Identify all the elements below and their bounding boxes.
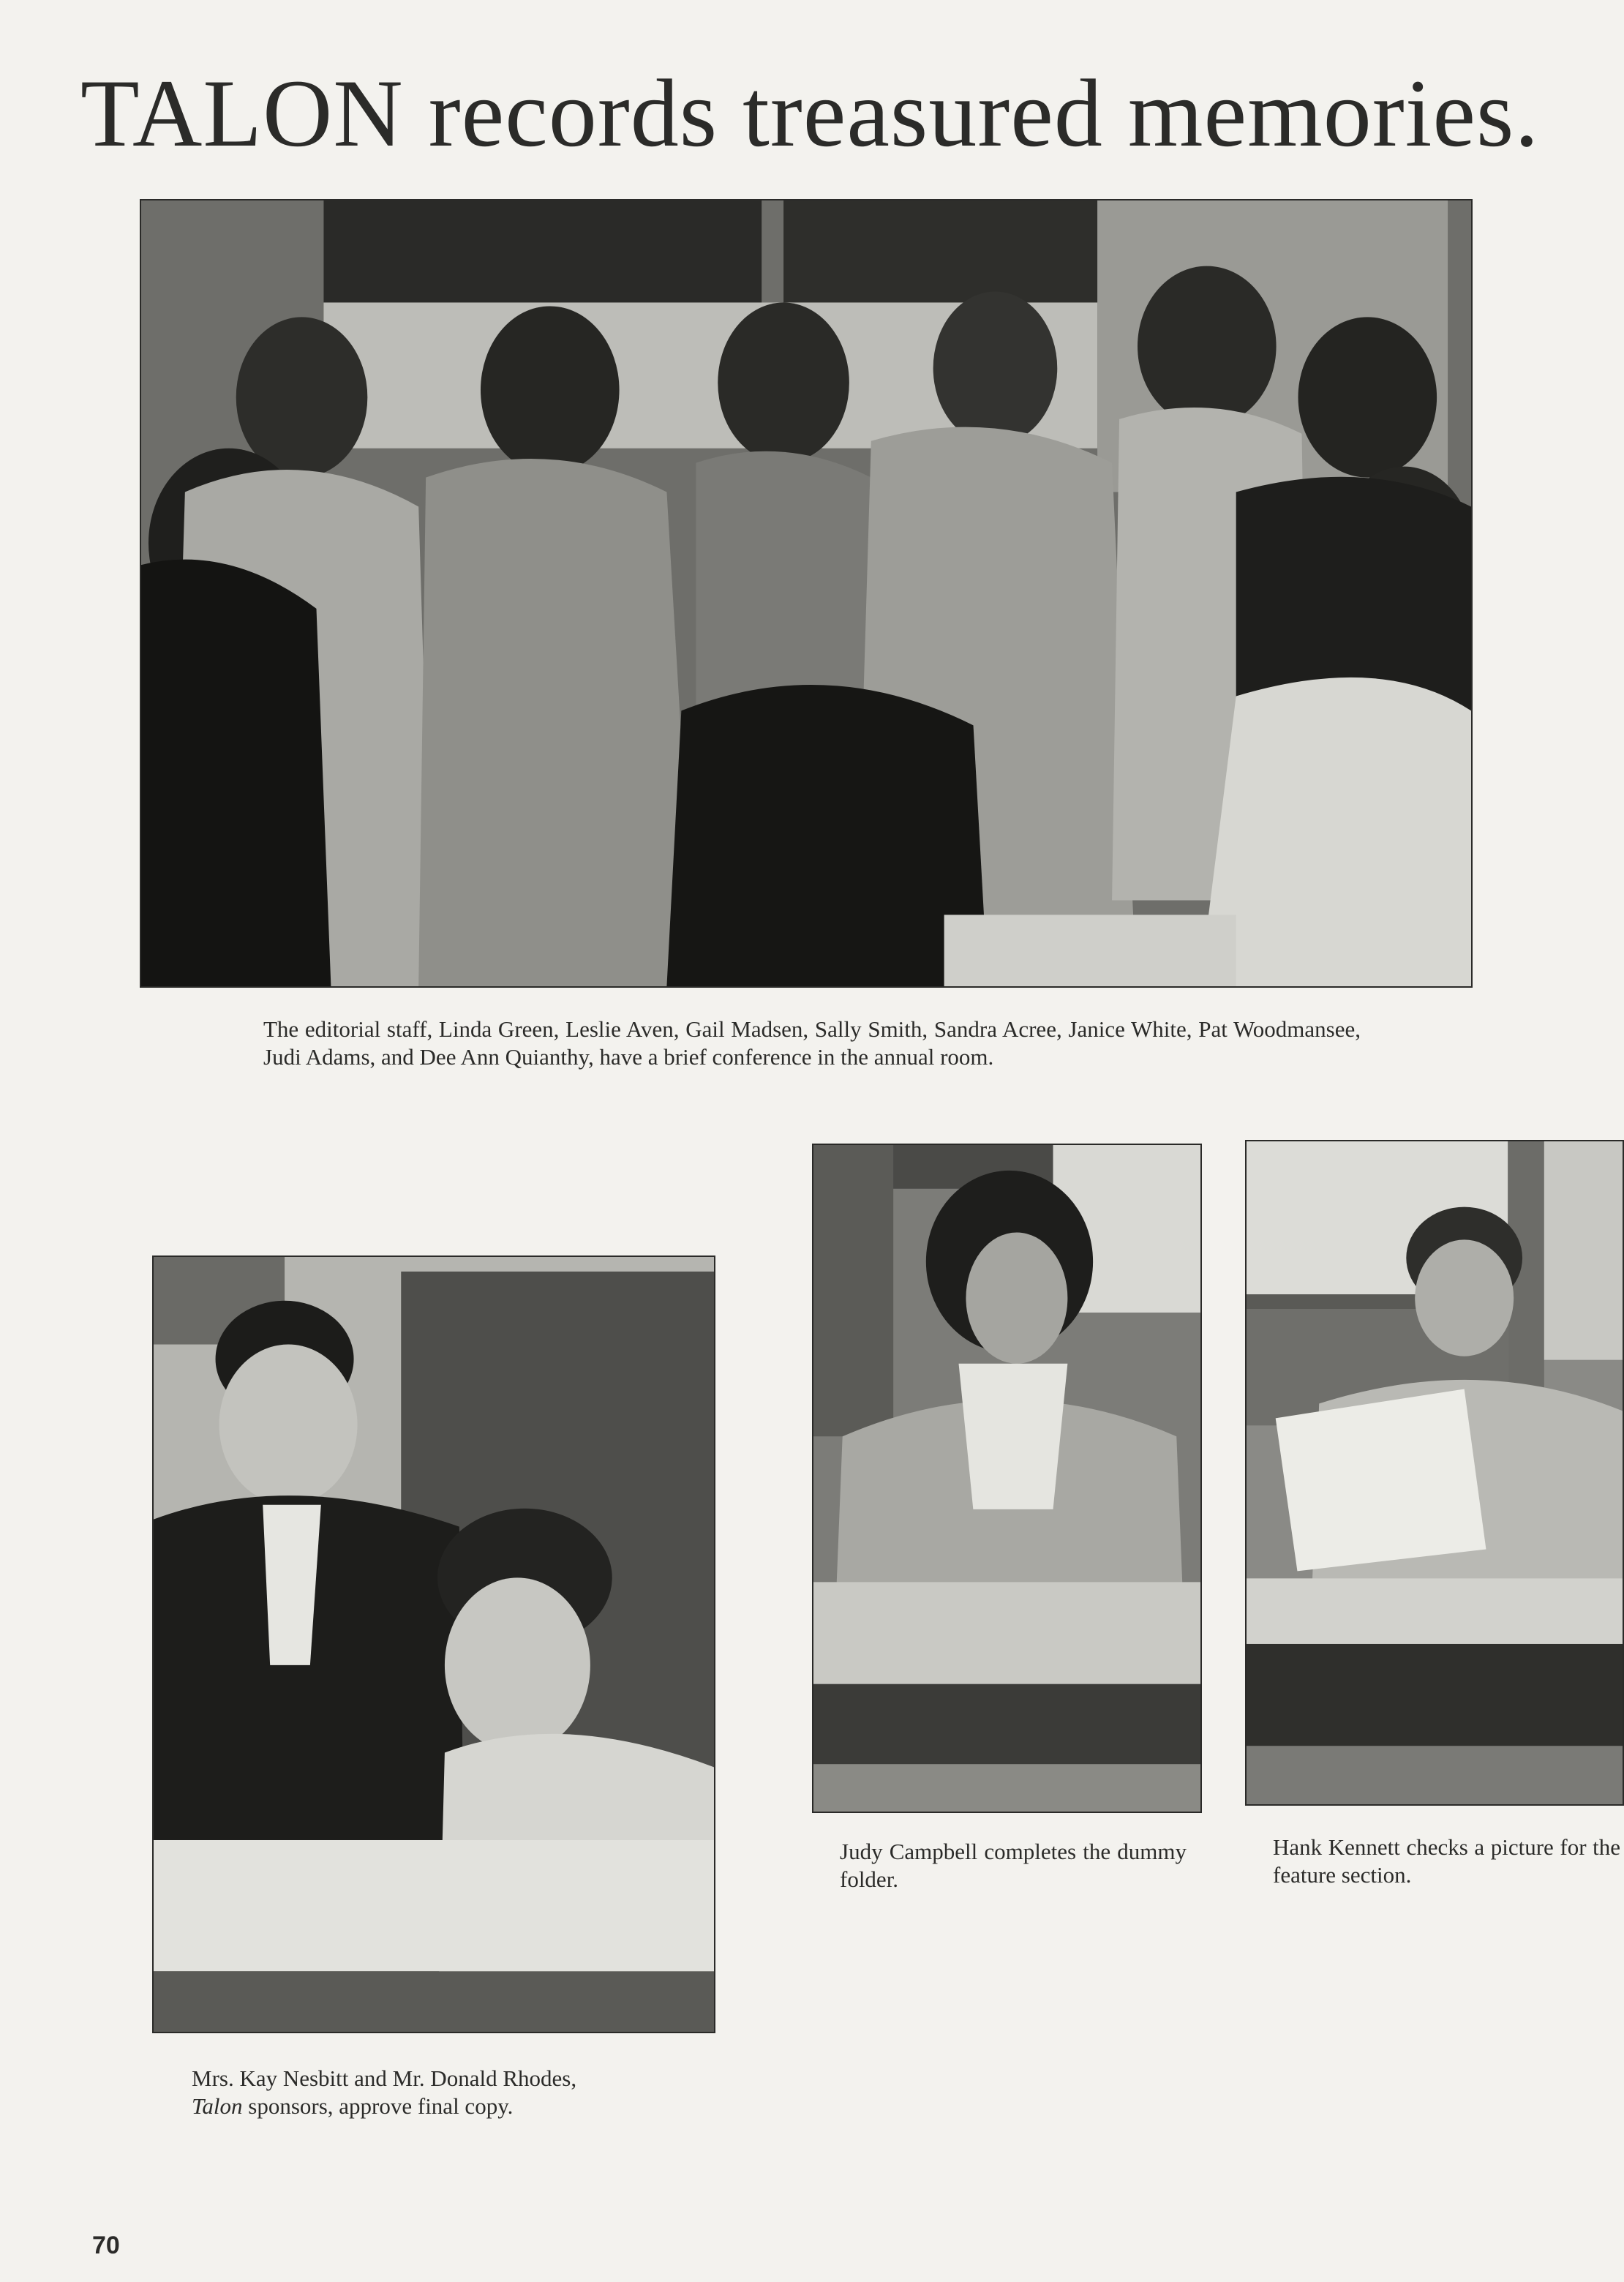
sponsors-caption-rest: sponsors, approve final copy. (242, 2093, 514, 2119)
sponsors-caption-talon: Talon (192, 2093, 243, 2119)
editorial-staff-photo-art (141, 200, 1471, 986)
sponsors-photo-art (154, 1257, 714, 2032)
hank-kennett-caption: Hank Kennett checks a picture for the feature section. (1273, 1834, 1620, 1888)
page-title: TALON records treasured memories. (80, 59, 1540, 167)
editorial-staff-photo (140, 199, 1473, 988)
hank-kennett-photo (1245, 1140, 1624, 1806)
judy-campbell-caption: Judy Campbell completes the dummy folder. (840, 1839, 1187, 1892)
sponsors-caption-line1: Mrs. Kay Nesbitt and Mr. Donald Rhodes, (192, 2065, 577, 2091)
sponsors-caption (192, 2065, 718, 2120)
judy-campbell-photo (812, 1144, 1202, 1813)
hank-kennett-photo-art (1247, 1141, 1623, 1804)
sponsors-photo (152, 1256, 715, 2033)
editorial-staff-caption: The editorial staff, Linda Green, Leslie Aven, Gail Madsen, Sally Smith, Sandra Acree, Janice White, Pat Woodmansee, Judi Adams, and Dee Ann Quianthy, have a brief conference in the annual room. (263, 1016, 1361, 1070)
page-number: 70 (92, 2232, 120, 2259)
judy-campbell-photo-art (813, 1145, 1200, 1812)
